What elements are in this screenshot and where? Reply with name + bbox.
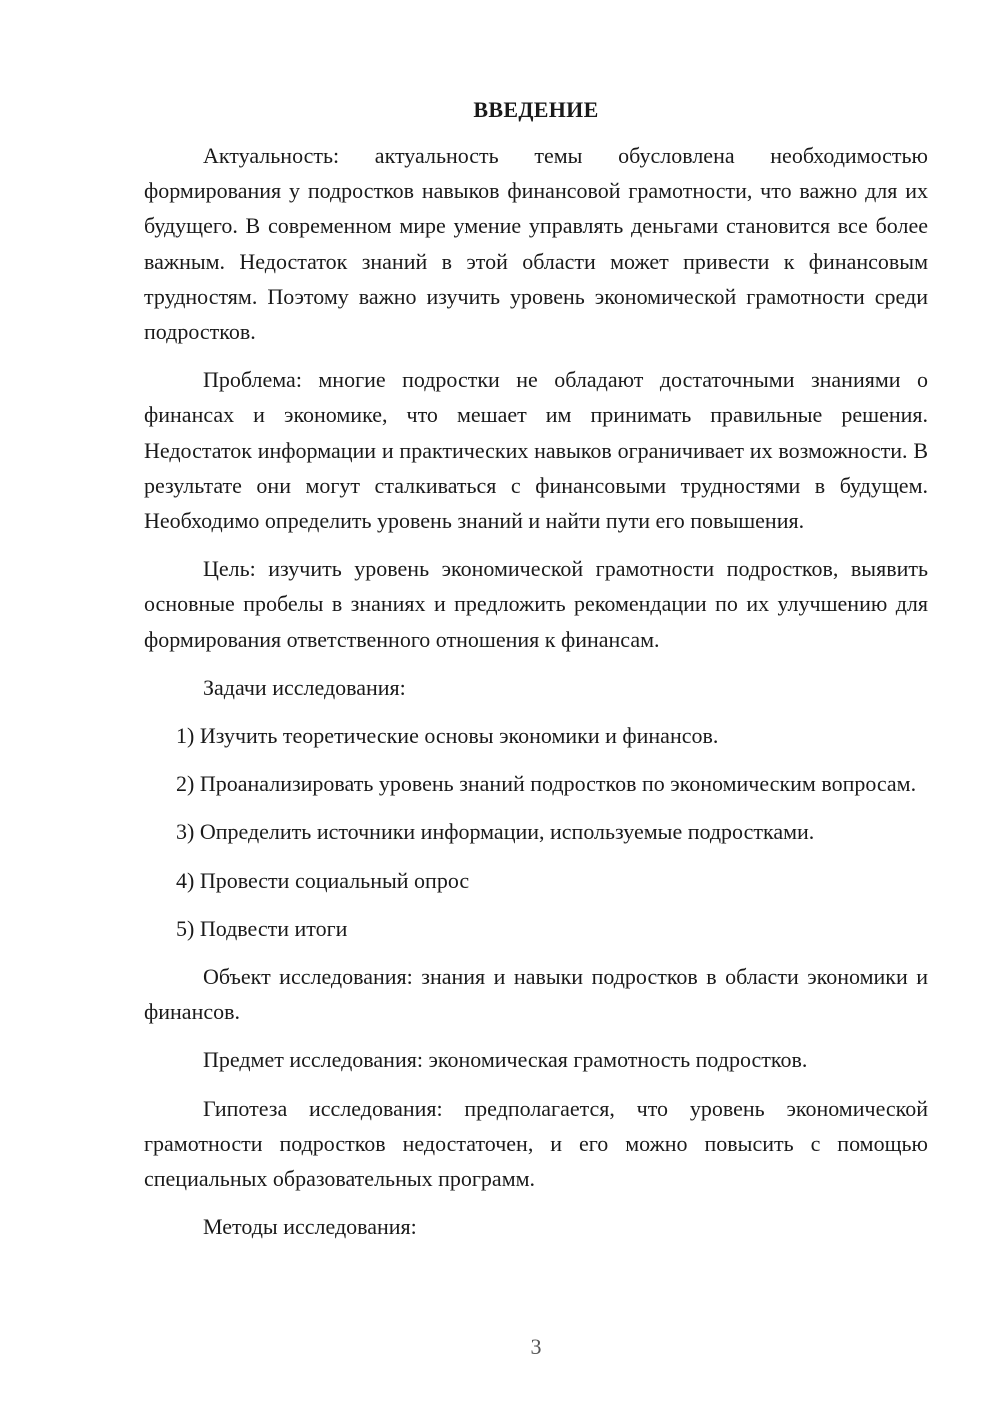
tasks-heading: Задачи исследования: [203, 674, 406, 700]
paragraph-subject: Предмет исследования: экономическая грамотность подростков. [203, 1047, 808, 1073]
paragraph-hypothesis: Гипотеза исследования: предполагается, что уровень экономической грамотности подростков недостаточен, и его можно повысить с помощью специальных образовательных программ. [144, 1095, 928, 1192]
page-content [144, 94, 928, 1244]
methods-heading: Методы исследования: [203, 1214, 417, 1240]
paragraph-problem: Проблема: многие подростки не обладают достаточными знаниями о финансах и экономике, что мешает им принимать правильные решения. Недостаток информации и практических навыков ограничивает их возможности. В результате они могут сталкиваться с финансовыми трудностями в будущем. Необходимо определить уровень знаний и найти пути его повышения. [144, 367, 928, 534]
task-item-2: 2) Проанализировать уровень знаний подростков по экономическим вопросам. [176, 771, 917, 797]
paragraph-object: Объект исследования: знания и навыки подростков в области экономики и финансов. [144, 964, 928, 1025]
section-heading: ВВЕДЕНИЕ [473, 97, 599, 122]
task-item-1: 1) Изучить теоретические основы экономики и финансов. [176, 723, 719, 749]
task-item-4: 4) Провести социальный опрос [176, 867, 470, 893]
paragraph-goal: Цель: изучить уровень экономической грамотности подростков, выявить основные пробелы в знаниях и предложить рекомендации по их улучшению для формирования ответственного отношения к финансам. [144, 556, 928, 652]
paragraph-relevance: Актуальность: актуальность темы обусловлена необходимостью формирования у подростков навыков финансовой грамотности, что важно для их будущего. В современном мире умение управлять деньгами становится все более важным. Недостаток знаний в этой области может привести к финансовым трудностям. Поэтому важно изучить уровень экономической грамотности среди подростков. [144, 143, 928, 345]
page-number: 3 [530, 1334, 542, 1359]
task-item-3: 3) Определить источники информации, используемые подростками. [176, 819, 815, 845]
task-item-5: 5) Подвести итоги [176, 915, 348, 941]
